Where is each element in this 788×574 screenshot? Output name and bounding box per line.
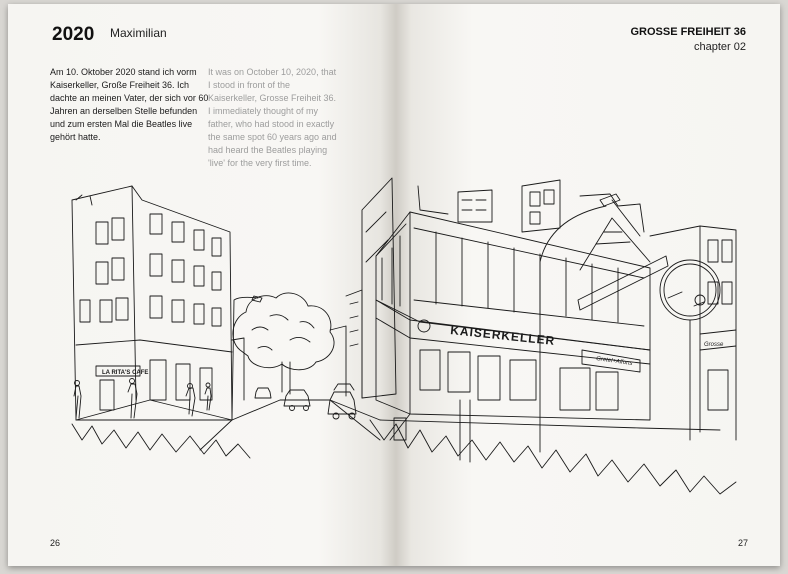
tree (233, 293, 334, 394)
gretel-alfons-sign: Gretel+Alfons (595, 356, 633, 368)
year-heading: 2020 (52, 24, 95, 45)
distant-buildings (232, 290, 362, 400)
kaiserkeller-building (376, 180, 720, 440)
page-number-right: 27 (737, 538, 748, 548)
street (76, 384, 380, 450)
street-bunting (72, 420, 736, 494)
left-shop-sign: LA RITA'S CAFE (102, 370, 149, 376)
kaiserkeller-sign: KAISERKELLER (449, 323, 556, 348)
german-paragraph: Am 10. Oktober 2020 stand ich vorm Kaiserkeller, Große Freiheit 36. Ich dachte an meinen Vater, der sich vor 60 Jahren an derselben Stelle befunden und zum ersten Mal die Beatles live gehört hatte. (50, 67, 209, 142)
chapter-subtitle: chapter 02 (694, 41, 746, 53)
english-paragraph: It was on October 10, 2020, that I stood in front of the Kaiserkeller, Grosse Freiheit 36. I immediately thought of my father, who had stood in exactly the same spot 60 years ago and had heard the Beatles playing 'live' for the very first time. (208, 67, 337, 168)
chapter-title: GROSSE FREIHEIT 36 (630, 26, 746, 38)
right-page-edge-building (362, 178, 396, 398)
author-name: Maximilian (110, 26, 167, 40)
glass-roof (580, 218, 650, 270)
page-number-left: 26 (50, 538, 61, 548)
left-building-block (72, 186, 262, 420)
right-edge-sign: Grosse (704, 342, 724, 348)
right-building (650, 226, 736, 440)
